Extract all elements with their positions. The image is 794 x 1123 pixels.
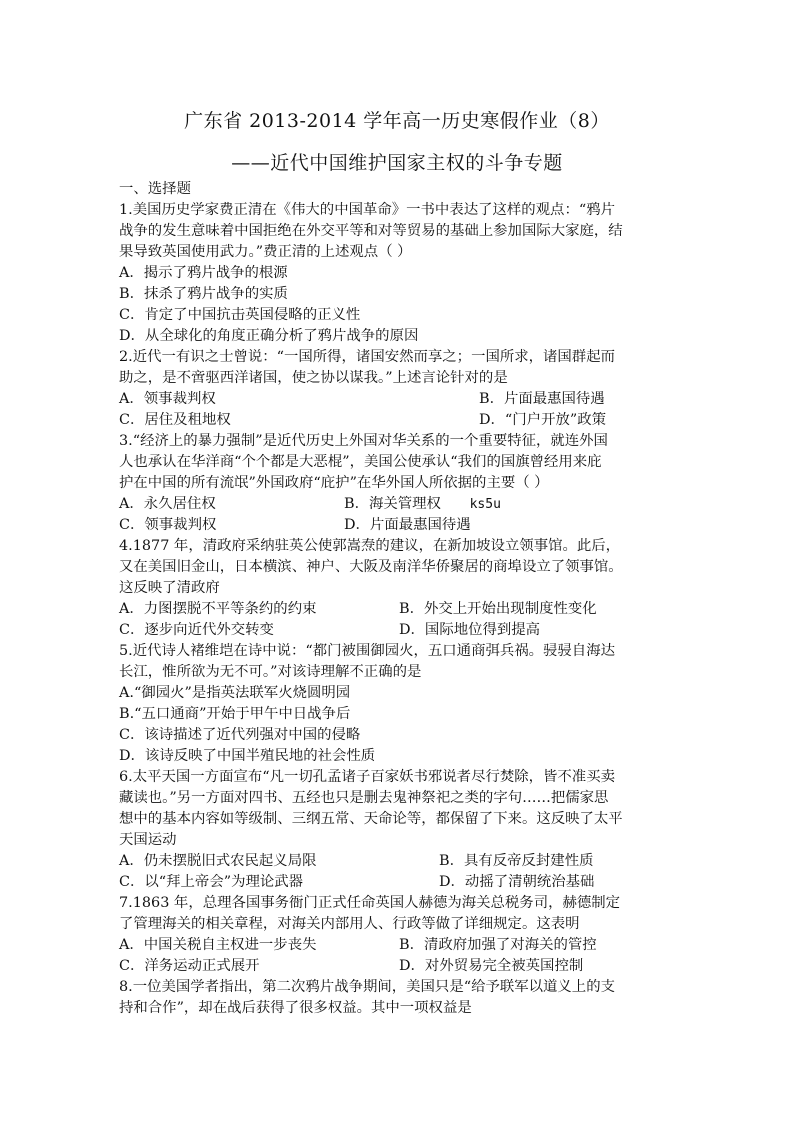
section-heading: 一、选择题 <box>119 181 191 197</box>
question-4-options-row <box>119 620 679 641</box>
question-4-option-b: B．外交上开始出现制度性变化 <box>399 601 597 617</box>
question-3-option-d: D．片面最惠国待遇 <box>344 517 471 533</box>
question-6-options-row <box>119 872 679 893</box>
question-1-stem-line: 果导致英国使用武力。”费正清的上述观点（ ） <box>119 244 412 260</box>
question-6-stem-line: 藏读也。”另一方面对四书、五经也只是删去鬼神祭祀之类的字句……把儒家思 <box>119 790 609 806</box>
question-6-option-d: D．动摇了清朝统治基础 <box>439 874 595 890</box>
question-1-option-d: D．从全球化的角度正确分析了鸦片战争的原因 <box>119 328 419 344</box>
question-4-option-a: A．力图摆脱不平等条约的约束 <box>119 601 317 617</box>
question-3-option-a: A．永久居住权 <box>119 496 216 512</box>
question-3-stem-line: 3.“经济上的暴力强制”是近代历史上外国对华关系的一个重要特征，就连外国 <box>119 433 608 449</box>
question-6-option-a: A．仍未摆脱旧式农民起义局限 <box>119 853 317 869</box>
question-7-options-row <box>119 935 679 956</box>
question-2-options-row <box>119 389 679 410</box>
question-6-stem-line: 天国运动 <box>119 832 177 848</box>
question-4-stem-line: 又在美国旧金山，日本横滨、神户、大阪及南洋华侨聚居的商埠设立了领事馆。 <box>119 559 623 575</box>
question-3-stem-line: 人也承认在华洋商“个个都是大恶棍”，美国公使承认“我们的国旗曾经用来庇 <box>119 454 602 470</box>
question-8-stem-line: 持和合作”，却在战后获得了很多权益。其中一项权益是 <box>119 1000 472 1016</box>
question-7-option-b: B．清政府加强了对海关的管控 <box>399 937 597 953</box>
question-3-options-row <box>119 515 679 536</box>
question-3-options-row <box>119 494 679 515</box>
question-3-stem-line: 护在中国的所有流氓”外国政府“庇护”在华外国人所依据的主要（ ） <box>119 475 549 491</box>
page-title: 广东省 2013-2014 学年高一历史寒假作业（8） <box>184 110 610 132</box>
question-2-option-a: A．领事裁判权 <box>119 391 216 407</box>
question-6-option-b: B．具有反帝反封建性质 <box>439 853 594 869</box>
question-3-option-c: C．领事裁判权 <box>119 517 217 533</box>
question-2-option-b: B．片面最惠国待遇 <box>479 391 605 407</box>
question-1-option-b: B．抹杀了鸦片战争的实质 <box>119 286 288 302</box>
question-5-stem-line: 5.近代诗人褚维垲在诗中说：“都门被围御园火，五口通商弭兵祸。骎骎自海达 <box>119 643 615 659</box>
question-5-option-a: A.“御园火”是指英法联军火烧圆明园 <box>119 685 351 701</box>
question-5-stem-line: 长江，惟所欲为无不可。”对该诗理解不正确的是 <box>119 664 422 680</box>
question-7-option-a: A．中国关税自主权进一步丧失 <box>119 937 317 953</box>
question-4-stem-line: 4.1877 年，清政府采纳驻英公使郭嵩焘的建议，在新加坡设立领事馆。此后， <box>119 538 621 554</box>
question-7-option-c: C．洋务运动正式展开 <box>119 958 260 974</box>
question-2-options-row <box>119 410 679 431</box>
question-1-option-c: C．肯定了中国抗击英国侵略的正义性 <box>119 307 361 323</box>
page-subtitle: ——近代中国维护国家主权的斗争专题 <box>231 152 563 174</box>
question-2-stem-line: 助之，是不啻驱西洋诸国，使之协以谋我。”上述言论针对的是 <box>119 370 508 386</box>
question-4-options-row <box>119 599 679 620</box>
question-body <box>119 179 679 1019</box>
question-4-option-d: D．国际地位得到提高 <box>399 622 541 638</box>
question-8-stem-line: 8.一位美国学者指出，第二次鸦片战争期间，美国只是“给予联军以道义上的支 <box>119 979 615 995</box>
question-6-options-row <box>119 851 679 872</box>
watermark-text: ks5u <box>469 497 501 512</box>
question-7-options-row <box>119 956 679 977</box>
question-5-option-b: B.“五口通商”开始于甲午中日战争后 <box>119 706 351 722</box>
question-6-stem-line: 6.太平天国一方面宣布“凡一切孔孟诸子百家妖书邪说者尽行焚除，皆不准买卖 <box>119 769 615 785</box>
question-4-option-c: C．逐步向近代外交转变 <box>119 622 274 638</box>
question-6-option-c: C．以“拜上帝会”为理论武器 <box>119 874 304 890</box>
question-1-option-a: A．揭示了鸦片战争的根源 <box>119 265 288 281</box>
question-1-stem-line: 战争的发生意味着中国拒绝在外交平等和对等贸易的基础上参加国际大家庭，结 <box>119 223 623 239</box>
question-2-option-d: D．“门户开放”政策 <box>479 412 606 428</box>
question-5-option-d: D．该诗反映了中国半殖民地的社会性质 <box>119 748 376 764</box>
question-3-option-b: B．海关管理权 <box>344 496 441 512</box>
question-7-option-d: D．对外贸易完全被英国控制 <box>399 958 584 974</box>
question-5-option-c: C．该诗描述了近代列强对中国的侵略 <box>119 727 361 743</box>
question-7-stem-line: 7.1863 年，总理各国事务衙门正式任命英国人赫德为海关总税务司，赫德制定 <box>119 895 621 911</box>
question-2-option-c: C．居住及租地权 <box>119 412 231 428</box>
question-7-stem-line: 了管理海关的相关章程，对海关内部用人、行政等做了详细规定。这表明 <box>119 916 580 932</box>
question-1-stem-line: 1.美国历史学家费正清在《伟大的中国革命》一书中表达了这样的观点：“鸦片 <box>119 202 615 218</box>
question-4-stem-line: 这反映了清政府 <box>119 580 220 596</box>
question-6-stem-line: 想中的基本内容如等级制、三纲五常、天命论等，都保留了下来。这反映了太平 <box>119 811 623 827</box>
question-2-stem-line: 2.近代一有识之士曾说：“一国所得，诸国安然而享之；一国所求，诸国群起而 <box>119 349 615 365</box>
